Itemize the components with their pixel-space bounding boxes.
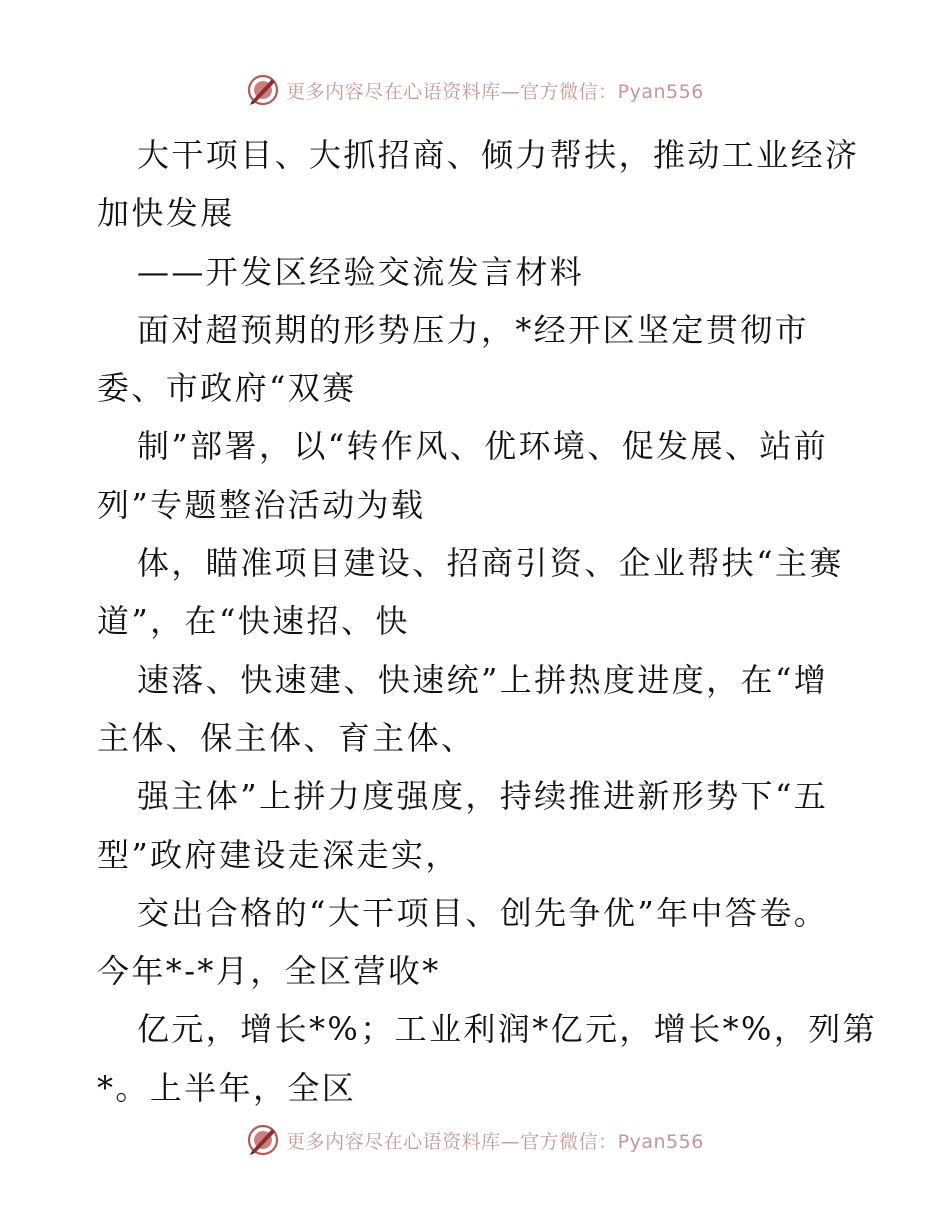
pen-seal-icon bbox=[246, 1123, 280, 1157]
watermark-suffix-text: 官方微信：Pyan556 bbox=[520, 1130, 704, 1153]
header-watermark bbox=[0, 70, 950, 110]
document-line: 面对超预期的形势压力，*经开区坚定贯彻市 bbox=[137, 310, 810, 349]
document-line: ——开发区经验交流发言材料 bbox=[137, 252, 585, 291]
document-line: 大干项目、大抓招商、倾力帮扶，推动工业经济 bbox=[137, 136, 860, 174]
watermark-text bbox=[286, 77, 704, 104]
document-line: 今年*-*月，全区营收* bbox=[97, 952, 441, 991]
document-line: 列”专题整治活动为载 bbox=[97, 485, 426, 524]
document-line: 加快发展 bbox=[97, 194, 235, 233]
document-line: 强主体”上拼力度强度，持续推进新形势下“五 bbox=[137, 777, 829, 816]
document-line: 亿元，增长*%；工业利润*亿元，增长*%，列第 bbox=[137, 1010, 878, 1049]
pen-seal-icon bbox=[246, 73, 280, 107]
document-line: 委、市政府“双赛 bbox=[97, 369, 357, 408]
document-line: 制”部署，以“转作风、优环境、促发展、站前 bbox=[137, 427, 829, 466]
watermark-main-text: 更多内容尽在心语资料库 bbox=[286, 1130, 501, 1153]
document-line: 体，瞄准项目建设、招商引资、企业帮扶“主赛 bbox=[137, 544, 844, 583]
document-line: *。上半年，全区 bbox=[97, 1068, 357, 1107]
document-body bbox=[97, 126, 878, 1117]
watermark-main-text: 更多内容尽在心语资料库 bbox=[286, 80, 501, 103]
document-line: 型”政府建设走深走实， bbox=[97, 835, 460, 874]
watermark-text bbox=[286, 1127, 704, 1154]
document-line: 主体、保主体、育主体、 bbox=[97, 718, 476, 757]
document-line: 速落、快速建、快速统”上拼热度进度，在“增 bbox=[137, 660, 829, 699]
watermark-separator: — bbox=[500, 80, 521, 103]
watermark-suffix-text: 官方微信：Pyan556 bbox=[520, 80, 704, 103]
watermark-separator: — bbox=[500, 1130, 521, 1153]
document-line: 道”，在“快速招、快 bbox=[97, 602, 410, 641]
footer-watermark bbox=[0, 1120, 950, 1160]
document-line: 交出合格的“大干项目、创先争优”年中答卷。 bbox=[137, 893, 829, 932]
